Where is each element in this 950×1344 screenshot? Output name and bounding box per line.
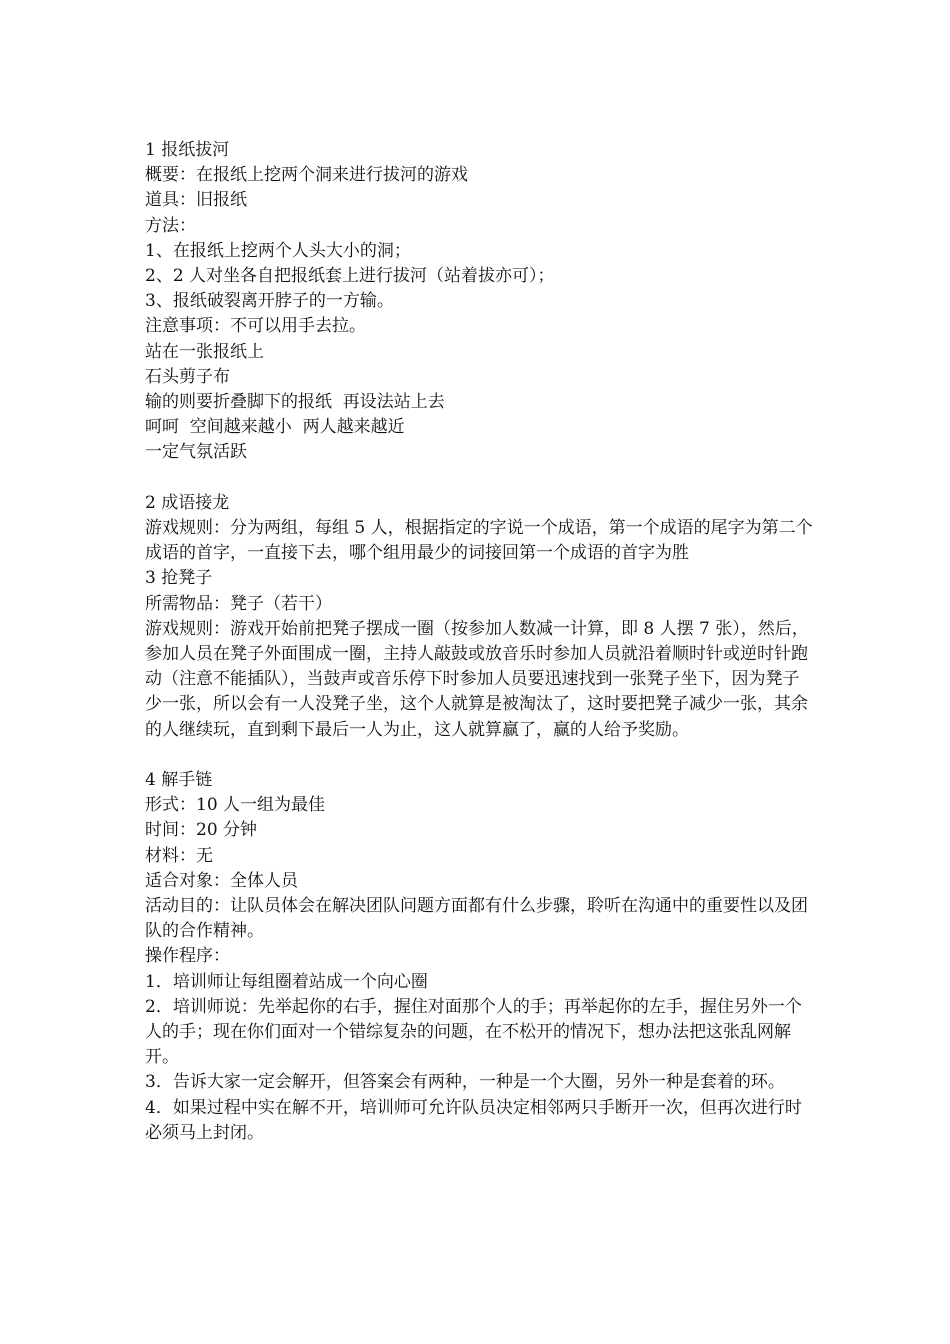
text-line: 适合对象：全体人员 [145, 870, 298, 891]
text-line: 材料：无 [145, 845, 213, 866]
paragraph: 游戏规则：游戏开始前把凳子摆成一圈（按参加人数减一计算，即 8 人摆 7 张），然后，参加人员在凳子外面围成一圈，主持人敲鼓或放音乐时参加人员就沿着顺时针或逆时针跑动（注意不能插队），当鼓声或音乐停下时参加人员要迅速找到一张凳子坐下，因为凳子少一张，所以会有一人没凳子坐，这个人就算是被淘汰了，这时要把凳子减少一张，其余的人继续玩，直到剩下最后一人为止，这人就算赢了，赢的人给予奖励。 [145, 618, 809, 740]
text-line: 形式：10 人一组为最佳 [145, 795, 326, 816]
text-line: 所需物品：凳子（若干） [145, 593, 332, 614]
text-line: 3、报纸破裂离开脖子的一方输。 [145, 291, 394, 312]
section-1 [145, 138, 815, 466]
section-4 [145, 768, 815, 1146]
paragraph: 活动目的：让队员体会在解决团队问题方面都有什么步骤，聆听在沟通中的重要性以及团队的合作精神。 [145, 896, 808, 942]
text-line: 1、在报纸上挖两个人头大小的洞； [145, 240, 411, 261]
text-line: 2、2 人对坐各自把报纸套上进行拔河（站着拔亦可）； [145, 266, 555, 287]
step-item: 1．培训师让每组圈着站成一个向心圈 [145, 971, 428, 992]
step-item: 4．如果过程中实在解不开，培训师可允许队员决定相邻两只手断开一次，但再次进行时必须马上封闭。 [145, 1097, 802, 1143]
text-line: 道具：旧报纸 [145, 190, 247, 211]
text-line: 一定气氛活跃 [145, 442, 247, 463]
section-3 [145, 566, 815, 742]
text-line: 呵呵 空间越来越小 两人越来越近 [145, 417, 405, 438]
text-line: 概要：在报纸上挖两个洞来进行拔河的游戏 [145, 165, 468, 186]
document-page [145, 138, 815, 1146]
text-line: 注意事项：不可以用手去拉。 [145, 316, 366, 337]
blank-line [145, 743, 815, 768]
section-title: 4 解手链 [145, 770, 213, 791]
text-line: 方法： [145, 215, 196, 236]
step-item: 3．告诉大家一定会解开，但答案会有两种，一种是一个大圈，另外一种是套着的环。 [145, 1072, 785, 1093]
text-line: 时间：20 分钟 [145, 820, 258, 841]
section-title: 2 成语接龙 [145, 492, 230, 513]
section-2 [145, 491, 815, 567]
text-line: 站在一张报纸上 [145, 341, 264, 362]
section-title: 1 报纸拔河 [145, 140, 230, 160]
text-line: 石头剪子布 [145, 366, 230, 387]
paragraph: 游戏规则：分为两组，每组 5 人，根据指定的字说一个成语，第一个成语的尾字为第二个成语的首字，一直接下去，哪个组用最少的词接回第一个成语的首字为胜 [145, 518, 813, 564]
blank-line [145, 466, 815, 491]
text-line: 输的则要折叠脚下的报纸 再设法站上去 [145, 392, 445, 413]
text-line: 操作程序： [145, 946, 230, 967]
step-item: 2．培训师说：先举起你的右手，握住对面那个人的手；再举起你的左手，握住另外一个人的手；现在你们面对一个错综复杂的问题，在不松开的情况下，想办法把这张乱网解开。 [145, 996, 802, 1068]
section-title: 3 抢凳子 [145, 568, 213, 589]
